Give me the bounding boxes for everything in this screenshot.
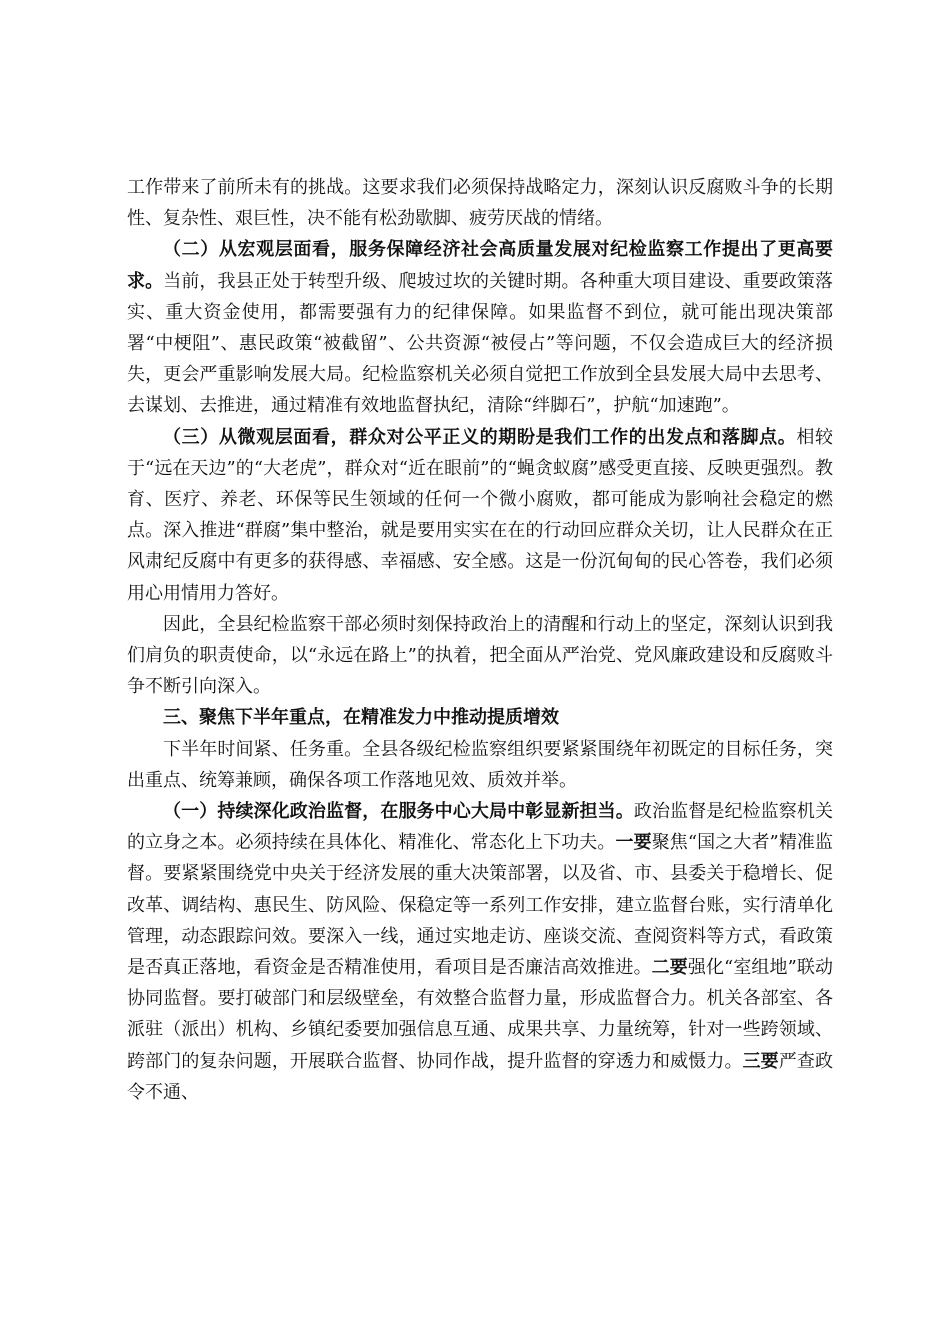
section-heading-1: （一）持续深化政治监督，在服务中心大局中彰显新担当。	[163, 801, 634, 823]
chapter-heading-text: 三、聚焦下半年重点，在精准发力中推动提质增效	[163, 707, 559, 729]
paragraph-text: 严查政令不通、	[127, 1050, 834, 1103]
paragraph-intro	[127, 734, 833, 796]
paragraph-text: 下半年时间紧、任务重。全县各级纪检监察组织要紧紧围绕年初既定的目标任务，突出重点、统筹兼顾，确保各项工作落地见效、质效并举。	[127, 738, 833, 791]
paragraph-text: 相较于“远在天边”的“大老虎”，群众对“近在眼前”的“蝇贪蚁腐”感受更直接、反映更强烈。教育、医疗、养老、环保等民生领域的任何一个微小腐败，都可能成为影响社会稳定的燃点。深入推进“群腐”集中整治，就是要用实实在在的行动回应群众关切，让人民群众在正风肃纪反腐中有更多的获得感、幸福感、安全感。这是一份沉甸甸的民心答卷，我们必须用心用情用力答好。	[127, 426, 834, 604]
section-heading-3: （三）从微观层面看，群众对公平正义的期盼是我们工作的出发点和落脚点。	[163, 426, 797, 448]
document-body	[127, 172, 833, 1108]
paragraph-text: 当前，我县正处于转型升级、爬坡过坎的关键时期。各种重大项目建设、重要政策落实、重大资金使用，都需要强有力的纪律保障。如果监督不到位，就可能出现决策部署“中梗阻”、惠民政策“被截留”、公共资源“被侵占”等问题，不仅会造成巨大的经济损失，更会严重影响发展大局。纪检监察机关必须自觉把工作放到全县发展大局中去思考、去谋划、去推进，通过精准有效地监督执纪，清除“绊脚石”，护航“加速跑”。	[127, 270, 834, 417]
paragraph-continuation	[127, 172, 833, 234]
point-marker-3: 三要	[742, 1050, 779, 1072]
paragraph-conclusion	[127, 609, 833, 703]
section-heading-2: （二）从宏观层面看，服务保障经济社会高质量发展对纪检监察工作提出了更高要求。	[127, 239, 833, 292]
paragraph-political-supervision	[127, 796, 833, 1108]
chapter-heading-3	[127, 702, 833, 733]
paragraph-micro-level	[127, 422, 833, 609]
point-marker-2: 二要	[651, 957, 688, 979]
paragraph-text: 工作带来了前所未有的挑战。这要求我们必须保持战略定力，深刻认识反腐败斗争的长期性、复杂性、艰巨性，决不能有松劲歇脚、疲劳厌战的情绪。	[127, 177, 833, 230]
paragraph-text: 因此，全县纪检监察干部必须时刻保持政治上的清醒和行动上的坚定，深刻认识到我们肩负的职责使命，以“永远在路上”的执着，把全面从严治党、党风廉政建设和反腐败斗争不断引向深入。	[127, 613, 833, 698]
paragraph-macro-level	[127, 234, 833, 421]
paragraph-text: 聚焦“国之大者”精准监督。要紧紧围绕党中央关于经济发展的重大决策部署，以及省、市、县委关于稳增长、促改革、调结构、惠民生、防风险、保稳定等一系列工作安排，建立监督台账，实行清单化管理，动态跟踪问效。要深入一线，通过实地走访、座谈交流、查阅资料等方式，看政策是否真正落地，看资金是否精准使用，看项目是否廉洁高效推进。	[127, 832, 834, 979]
point-marker-1: 一要	[615, 832, 652, 854]
paragraph-text: 政治监督是纪检监察机关的立身之本。必须持续在具体化、精准化、常态化上下功夫。	[127, 801, 834, 854]
paragraph-text: 强化“室组地”联动协同监督。要打破部门和层级壁垒，有效整合监督力量，形成监督合力。机关各部室、各派驻（派出）机构、乡镇纪委要加强信息互通、成果共享、力量统筹，针对一些跨领域、跨部门的复杂问题，开展联合监督、协同作战，提升监督的穿透力和威慑力。	[127, 957, 834, 1072]
